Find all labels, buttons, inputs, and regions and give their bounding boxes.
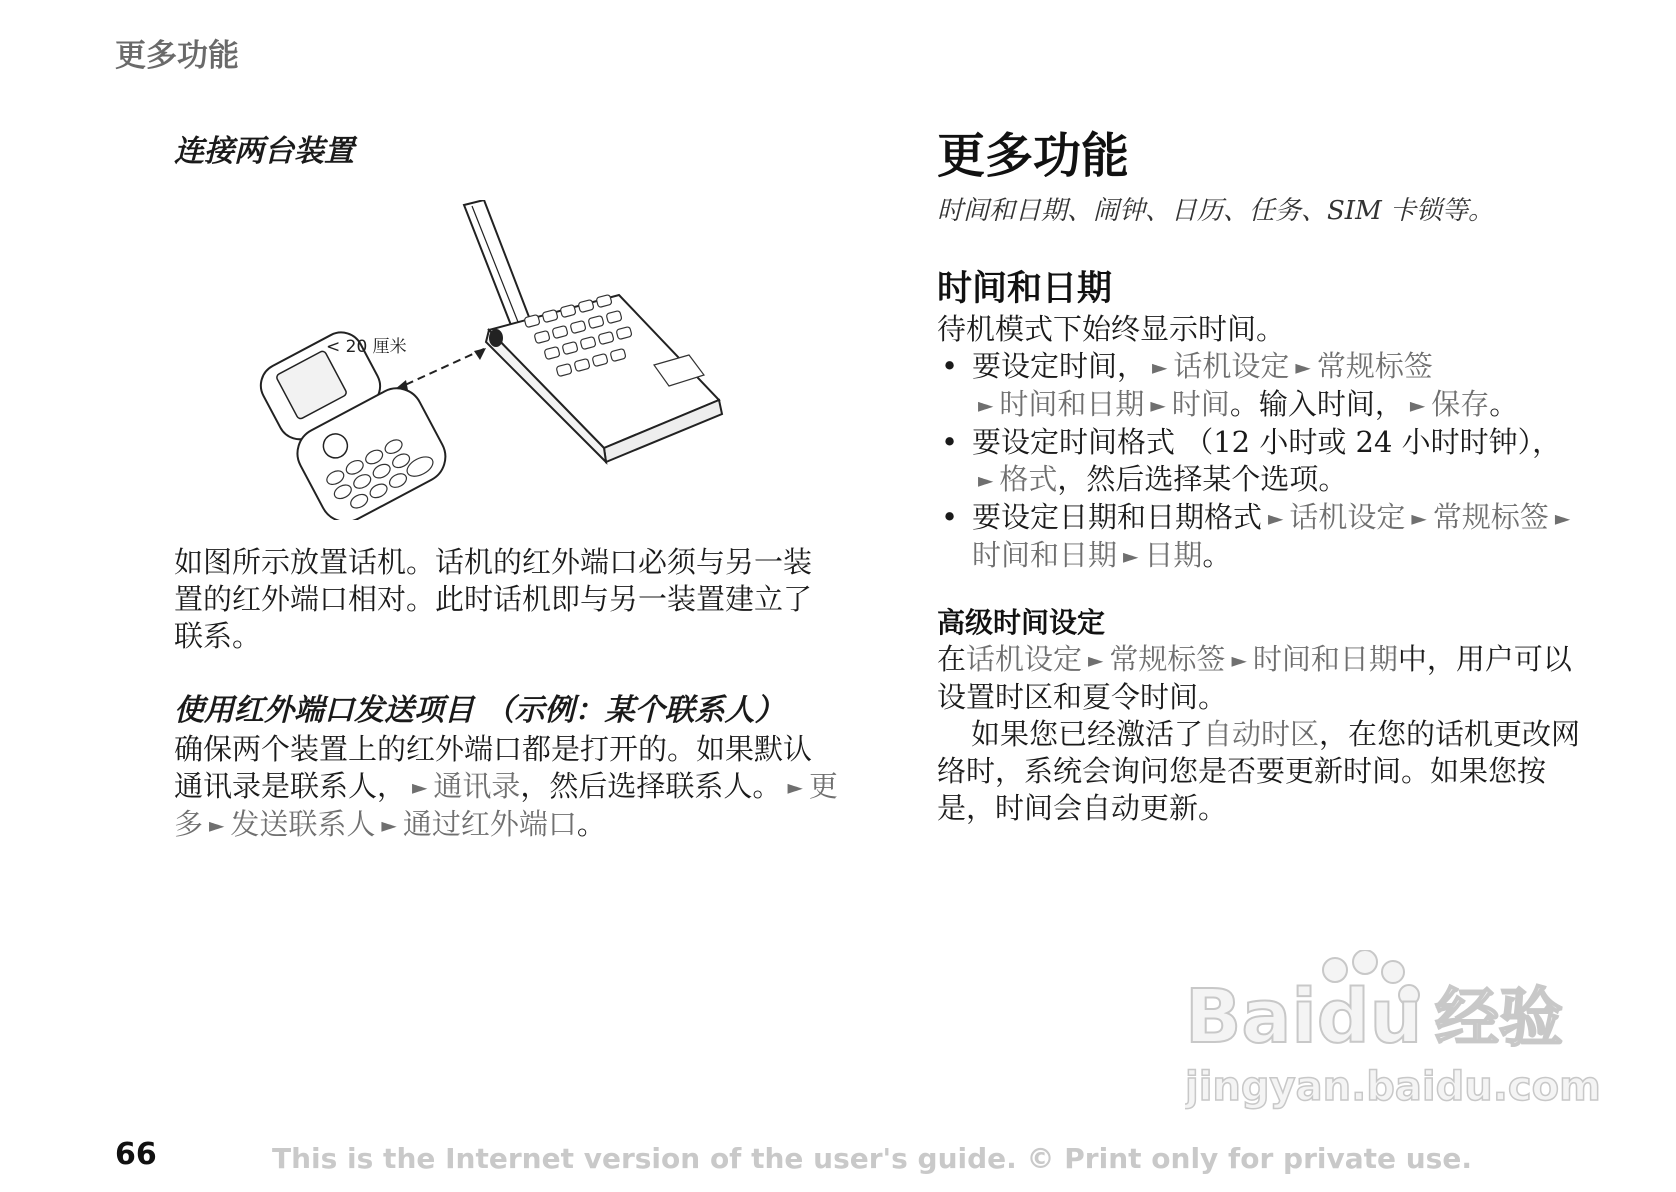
- text-run: 如果您已经激活了: [971, 717, 1204, 751]
- menu-path-time-date: 时间和日期: [999, 387, 1145, 421]
- menu-path-phone-settings: 话机设定: [1173, 349, 1290, 383]
- advanced-paragraph-1: [937, 641, 1597, 716]
- text-run: ，在您的话机更改网络时，系统会询问您是否要更新时间。如果您按是，时间会自动更新。: [937, 717, 1581, 825]
- right-column: [937, 126, 1597, 827]
- watermark-brand: Baidu: [1185, 974, 1423, 1060]
- menu-path-more: 更多: [174, 769, 838, 841]
- text-run: 。: [1202, 538, 1232, 572]
- menu-path-via-ir: 通过红外端口: [402, 807, 577, 841]
- footer-note: This is the Internet version of the user's guide. © Print only for private use.: [272, 1142, 1472, 1175]
- arrow-icon: ►: [1123, 544, 1139, 568]
- text-run: 。: [576, 807, 606, 841]
- menu-path-auto-timezone: 自动时区: [1203, 717, 1320, 751]
- running-header: 更多功能: [115, 38, 239, 74]
- advanced-paragraph-2: [937, 716, 1597, 827]
- arrow-icon: ►: [978, 468, 994, 492]
- menu-path-general-tab: 常规标签: [1316, 349, 1433, 383]
- section-time-date: 时间和日期: [937, 269, 1113, 309]
- text-run: 要设定时间格式 （12 小时或 24 小时时钟），: [972, 425, 1562, 459]
- menu-path-general-tab: 常规标签: [1109, 642, 1226, 676]
- bullet-icon: •: [941, 500, 959, 534]
- menu-path-time-date: 时间和日期: [972, 538, 1118, 572]
- text-run: 。输入时间，: [1229, 387, 1404, 421]
- menu-path-date: 日期: [1144, 538, 1203, 572]
- arrow-icon: ►: [1554, 506, 1571, 530]
- left-column: [174, 132, 839, 844]
- page-number: 66: [115, 1137, 157, 1172]
- text-run: ，然后选择联系人。: [520, 769, 782, 803]
- text-run: 要设定日期和日期格式: [972, 500, 1263, 534]
- text-run: ，然后选择某个选项。: [1057, 462, 1348, 496]
- menu-path-contacts: 通讯录: [433, 769, 521, 803]
- send-paragraph: [174, 731, 839, 844]
- arrow-icon: ►: [787, 775, 803, 799]
- list-item: [937, 499, 1597, 575]
- list-item: [937, 424, 1597, 499]
- time-date-intro: 待机模式下始终显示时间。: [937, 312, 1286, 346]
- bullet-icon: •: [941, 425, 959, 459]
- arrow-icon: ►: [1150, 393, 1166, 417]
- menu-path-phone-settings: 话机设定: [1289, 500, 1406, 534]
- menu-path-time-date: 时间和日期: [1252, 642, 1398, 676]
- page-subtitle: 时间和日期、闹钟、日历、任务、SIM 卡锁等。: [937, 196, 1494, 226]
- heading-connect-devices: 连接两台装置: [174, 134, 354, 169]
- text-run: 在: [937, 642, 967, 676]
- menu-path-general-tab: 常规标签: [1432, 500, 1549, 534]
- ir-illustration: [234, 200, 754, 520]
- text-run: 。: [1489, 387, 1519, 421]
- menu-path-time: 时间: [1171, 387, 1230, 421]
- arrow-icon: ►: [1268, 506, 1284, 530]
- arrow-icon: ►: [1411, 506, 1427, 530]
- arrow-icon: ►: [1295, 355, 1311, 379]
- heading-send-via-ir: 使用红外端口发送项目 （示例：某个联系人）: [174, 693, 785, 728]
- arrow-icon: ►: [381, 813, 397, 837]
- text-run: 中，用户可以设置时区和夏令时间。: [937, 642, 1572, 714]
- arrow-icon: ►: [1152, 355, 1168, 379]
- watermark-url: jingyan.baidu.com: [1185, 1064, 1601, 1110]
- placement-paragraph: 如图所示放置话机。话机的红外端口必须与另一装置的红外端口相对。此时话机即与另一装置建立了联系。: [174, 545, 813, 653]
- arrow-icon: ►: [1231, 648, 1247, 672]
- baidu-jingyan-watermark: [1185, 950, 1605, 1140]
- section-advanced-time: 高级时间设定: [937, 606, 1106, 639]
- arrow-icon: ►: [209, 813, 225, 837]
- arrow-icon: ►: [1088, 648, 1104, 672]
- text-run: 要设定时间，: [972, 349, 1147, 383]
- watermark-cn: 经验: [1435, 982, 1563, 1056]
- menu-path-phone-settings: 话机设定: [966, 642, 1083, 676]
- arrow-icon: ►: [1409, 393, 1426, 417]
- bullet-icon: •: [941, 349, 959, 383]
- distance-label: < 20 厘米: [326, 337, 407, 357]
- menu-path-send-contact: 发送联系人: [230, 807, 376, 841]
- arrow-icon: ►: [412, 775, 428, 799]
- menu-path-format: 格式: [999, 462, 1058, 496]
- list-item: [937, 348, 1597, 424]
- phone-laptop-ir-drawing: [234, 200, 754, 520]
- menu-path-save: 保存: [1431, 387, 1490, 421]
- text-run: 确保两个装置上的红外端口都是打开的。如果默认通讯录是联系人，: [174, 732, 813, 803]
- page-title: 更多功能: [937, 128, 1130, 184]
- arrow-icon: ►: [978, 393, 994, 417]
- time-date-bullets: [937, 348, 1597, 575]
